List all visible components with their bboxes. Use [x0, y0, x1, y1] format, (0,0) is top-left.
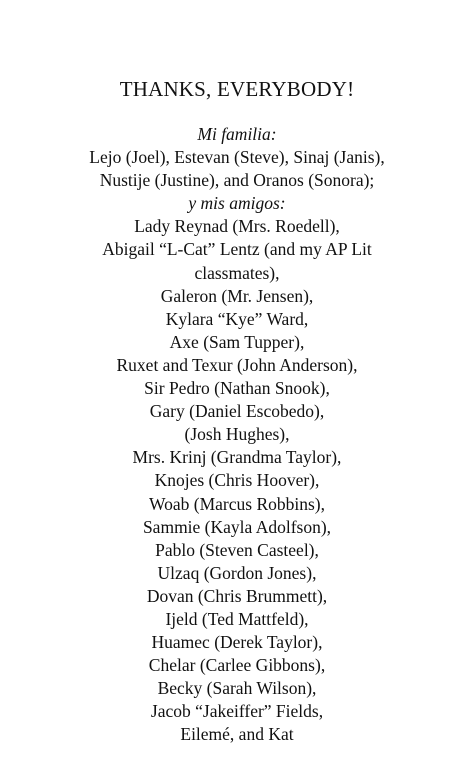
acknowledgement-line: Lejo (Joel), Estevan (Steve), Sinaj (Janis),: [89, 147, 385, 168]
acknowledgement-line: Becky (Sarah Wilson),: [157, 678, 317, 699]
section-heading: Mi familia:: [197, 124, 277, 144]
acknowledgement-line: Dovan (Chris Brummett),: [146, 585, 328, 606]
acknowledgement-line: Huamec (Derek Taylor),: [151, 632, 323, 653]
acknowledgement-line: Pablo (Steven Casteel),: [155, 539, 319, 560]
acknowledgement-line: Mrs. Krinj (Grandma Taylor),: [132, 447, 342, 468]
acknowledgement-line: Sir Pedro (Nathan Snook),: [144, 378, 330, 399]
section-heading: y mis amigos:: [188, 193, 286, 214]
acknowledgement-line: Axe (Sam Tupper),: [169, 331, 305, 352]
acknowledgement-line: Knojes (Chris Hoover),: [154, 470, 320, 491]
acknowledgement-line: (Josh Hughes),: [184, 424, 290, 445]
acknowledgements-list: [0, 123, 474, 747]
acknowledgement-line: Woab (Marcus Robbins),: [149, 493, 325, 514]
acknowledgement-line: Ijeld (Ted Mattfeld),: [165, 608, 309, 629]
acknowledgement-line: Chelar (Carlee Gibbons),: [148, 655, 326, 676]
acknowledgement-line: Nustije (Justine), and Oranos (Sonora);: [99, 170, 375, 191]
acknowledgement-line: Kylara “Kye” Ward,: [165, 308, 309, 329]
acknowledgement-line: Eilemé, and Kat: [180, 724, 294, 745]
page-title: THANKS, EVERYBODY!: [119, 77, 355, 101]
acknowledgement-line: classmates),: [194, 262, 280, 283]
acknowledgement-line: Ulzaq (Gordon Jones),: [157, 562, 317, 583]
acknowledgement-line: Gary (Daniel Escobedo),: [149, 401, 325, 422]
acknowledgement-line: Jacob “Jakeiffer” Fields,: [150, 701, 324, 722]
acknowledgement-line: Galeron (Mr. Jensen),: [160, 285, 314, 306]
acknowledgement-line: Lady Reynad (Mrs. Roedell),: [134, 216, 340, 237]
acknowledgement-line: Ruxet and Texur (John Anderson),: [116, 354, 358, 375]
acknowledgement-line: Sammie (Kayla Adolfson),: [142, 516, 332, 537]
acknowledgement-line: Abigail “L-Cat” Lentz (and my AP Lit: [102, 239, 372, 260]
